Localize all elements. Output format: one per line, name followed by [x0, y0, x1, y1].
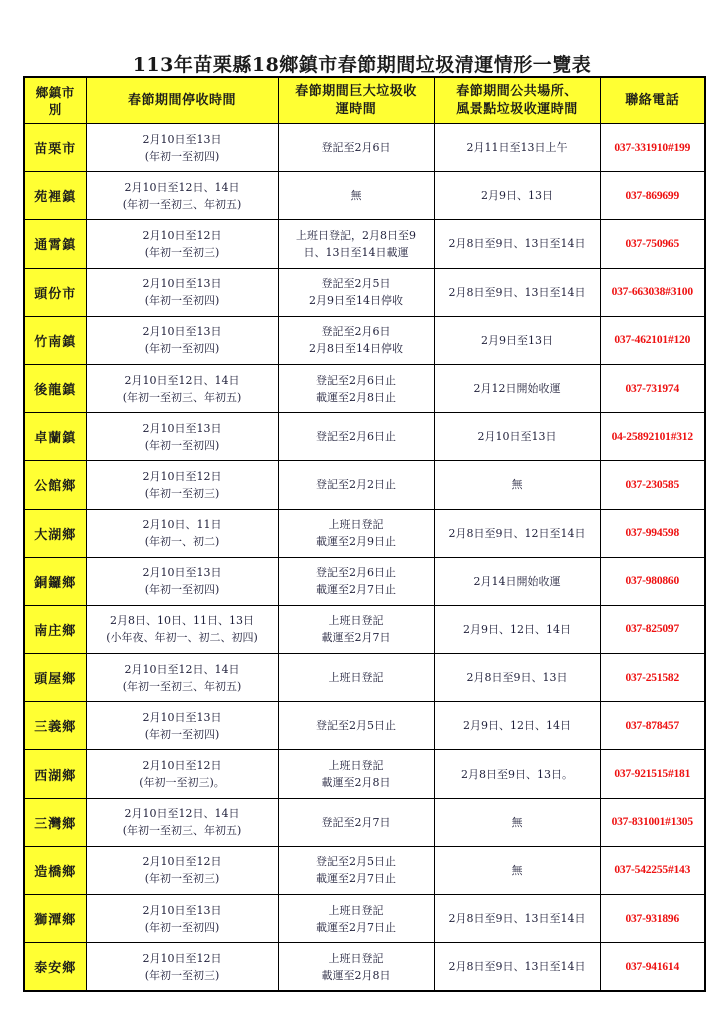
public-places-cell: 2月9日、13日: [434, 172, 600, 220]
page-title: 113年苗栗縣18鄉鎮市春節期間垃圾清運情形一覽表: [132, 54, 592, 76]
header-stop-time: 春節期間停收時間: [86, 77, 278, 124]
bulky-waste-cell: 登記至2月6日止: [278, 413, 434, 461]
table-row: [24, 702, 705, 750]
stop-time-cell: 2月10日至12日 (年初一至初三): [86, 461, 278, 509]
stop-time-cell: 2月10日至12日 (年初一至初三)。: [86, 750, 278, 798]
table-row: [24, 220, 705, 268]
stop-time-cell: 2月10日至13日 (年初一至初四): [86, 268, 278, 316]
table-row: [24, 895, 705, 943]
public-places-cell: 2月8日至9日、13日至14日: [434, 895, 600, 943]
public-places-cell: 2月10日至13日: [434, 413, 600, 461]
bulky-waste-cell: 登記至2月6日止 載運至2月7日止: [278, 557, 434, 605]
table-row: [24, 364, 705, 412]
town-name: 頭屋鄉: [24, 654, 86, 702]
stop-time-cell: 2月10日至12日、14日 (年初一至初三、年初五): [86, 364, 278, 412]
table-row: [24, 124, 705, 172]
town-name: 三義鄉: [24, 702, 86, 750]
town-name: 卓蘭鎮: [24, 413, 86, 461]
stop-time-cell: 2月10日至12日 (年初一至初三): [86, 220, 278, 268]
phone-cell: 037-825097: [600, 605, 705, 653]
stop-time-cell: 2月10日至13日 (年初一至初四): [86, 557, 278, 605]
public-places-cell: 2月8日至9日、13日至14日: [434, 943, 600, 991]
table-header-row: [24, 77, 705, 124]
stop-time-cell: 2月10日、11日 (年初一、初二): [86, 509, 278, 557]
table-row: [24, 654, 705, 702]
phone-cell: 037-994598: [600, 509, 705, 557]
bulky-waste-cell: 上班日登記，2月8日至9 日、13日至14日載運: [278, 220, 434, 268]
phone-cell: 037-980860: [600, 557, 705, 605]
stop-time-cell: 2月10日至12日 (年初一至初三): [86, 846, 278, 894]
table-row: [24, 316, 705, 364]
bulky-waste-cell: 上班日登記 載運至2月7日: [278, 605, 434, 653]
phone-cell: 04-25892101#312: [600, 413, 705, 461]
town-name: 通霄鎮: [24, 220, 86, 268]
stop-time-cell: 2月10日至13日 (年初一至初四): [86, 702, 278, 750]
town-name: 南庄鄉: [24, 605, 86, 653]
town-name: 大湖鄉: [24, 509, 86, 557]
public-places-cell: 無: [434, 846, 600, 894]
table-row: [24, 509, 705, 557]
table-row: [24, 943, 705, 991]
table-row: [24, 461, 705, 509]
bulky-waste-cell: 上班日登記 載運至2月8日: [278, 750, 434, 798]
public-places-cell: 2月9日、12日、14日: [434, 702, 600, 750]
table-row: [24, 798, 705, 846]
public-places-cell: 無: [434, 798, 600, 846]
public-places-cell: 2月8日至9日、13日至14日: [434, 268, 600, 316]
town-name: 頭份市: [24, 268, 86, 316]
phone-cell: 037-251582: [600, 654, 705, 702]
town-name: 銅鑼鄉: [24, 557, 86, 605]
town-name: 西湖鄉: [24, 750, 86, 798]
stop-time-cell: 2月10日至12日 (年初一至初三): [86, 943, 278, 991]
bulky-waste-cell: 登記至2月2日止: [278, 461, 434, 509]
town-name: 苗栗市: [24, 124, 86, 172]
town-name: 獅潭鄉: [24, 895, 86, 943]
public-places-cell: 2月8日至9日、13日至14日: [434, 220, 600, 268]
header-phone: 聯絡電話: [600, 77, 705, 124]
phone-cell: 037-663038#3100: [600, 268, 705, 316]
phone-cell: 037-542255#143: [600, 846, 705, 894]
bulky-waste-cell: 登記至2月5日止 載運至2月7日止: [278, 846, 434, 894]
phone-cell: 037-921515#181: [600, 750, 705, 798]
phone-cell: 037-869699: [600, 172, 705, 220]
stop-time-cell: 2月10日至13日 (年初一至初四): [86, 895, 278, 943]
bulky-waste-cell: 上班日登記 載運至2月8日: [278, 943, 434, 991]
public-places-cell: 2月11日至13日上午: [434, 124, 600, 172]
table-row: [24, 750, 705, 798]
phone-cell: 037-230585: [600, 461, 705, 509]
town-name: 泰安鄉: [24, 943, 86, 991]
stop-time-cell: 2月10日至13日 (年初一至初四): [86, 316, 278, 364]
public-places-cell: 2月8日至9日、13日: [434, 654, 600, 702]
town-name: 苑裡鎮: [24, 172, 86, 220]
phone-cell: 037-462101#120: [600, 316, 705, 364]
stop-time-cell: 2月8日、10日、11日、13日 (小年夜、年初一、初二、初四): [86, 605, 278, 653]
stop-time-cell: 2月10日至12日、14日 (年初一至初三、年初五): [86, 654, 278, 702]
bulky-waste-cell: 上班日登記 載運至2月9日止: [278, 509, 434, 557]
table-row: [24, 413, 705, 461]
table-row: [24, 172, 705, 220]
garbage-schedule-table: [23, 76, 706, 992]
bulky-waste-cell: 上班日登記 載運至2月7日止: [278, 895, 434, 943]
table-row: [24, 605, 705, 653]
town-name: 公館鄉: [24, 461, 86, 509]
bulky-waste-cell: 無: [278, 172, 434, 220]
town-name: 三灣鄉: [24, 798, 86, 846]
public-places-cell: 2月8日至9日、13日。: [434, 750, 600, 798]
bulky-waste-cell: 登記至2月7日: [278, 798, 434, 846]
phone-cell: 037-750965: [600, 220, 705, 268]
phone-cell: 037-878457: [600, 702, 705, 750]
town-name: 竹南鎮: [24, 316, 86, 364]
bulky-waste-cell: 登記至2月5日 2月9日至14日停收: [278, 268, 434, 316]
town-name: 造橋鄉: [24, 846, 86, 894]
header-public-places: 春節期間公共場所、 風景點垃圾收運時間: [434, 77, 600, 124]
bulky-waste-cell: 登記至2月5日止: [278, 702, 434, 750]
stop-time-cell: 2月10日至13日 (年初一至初四): [86, 413, 278, 461]
bulky-waste-cell: 登記至2月6日 2月8日至14日停收: [278, 316, 434, 364]
header-town: 鄉鎮市 別: [24, 77, 86, 124]
stop-time-cell: 2月10日至13日 (年初一至初四): [86, 124, 278, 172]
header-bulky-waste: 春節期間巨大垃圾收 運時間: [278, 77, 434, 124]
phone-cell: 037-331910#199: [600, 124, 705, 172]
table-row: [24, 557, 705, 605]
phone-cell: 037-931896: [600, 895, 705, 943]
phone-cell: 037-941614: [600, 943, 705, 991]
bulky-waste-cell: 登記至2月6日: [278, 124, 434, 172]
phone-cell: 037-731974: [600, 364, 705, 412]
public-places-cell: 2月12日開始收運: [434, 364, 600, 412]
public-places-cell: 2月14日開始收運: [434, 557, 600, 605]
public-places-cell: 2月9日、12日、14日: [434, 605, 600, 653]
public-places-cell: 無: [434, 461, 600, 509]
table-row: [24, 846, 705, 894]
public-places-cell: 2月9日至13日: [434, 316, 600, 364]
bulky-waste-cell: 登記至2月6日止 載運至2月8日止: [278, 364, 434, 412]
public-places-cell: 2月8日至9日、12日至14日: [434, 509, 600, 557]
table-row: [24, 268, 705, 316]
town-name: 後龍鎮: [24, 364, 86, 412]
phone-cell: 037-831001#1305: [600, 798, 705, 846]
stop-time-cell: 2月10日至12日、14日 (年初一至初三、年初五): [86, 798, 278, 846]
stop-time-cell: 2月10日至12日、14日 (年初一至初三、年初五): [86, 172, 278, 220]
bulky-waste-cell: 上班日登記: [278, 654, 434, 702]
